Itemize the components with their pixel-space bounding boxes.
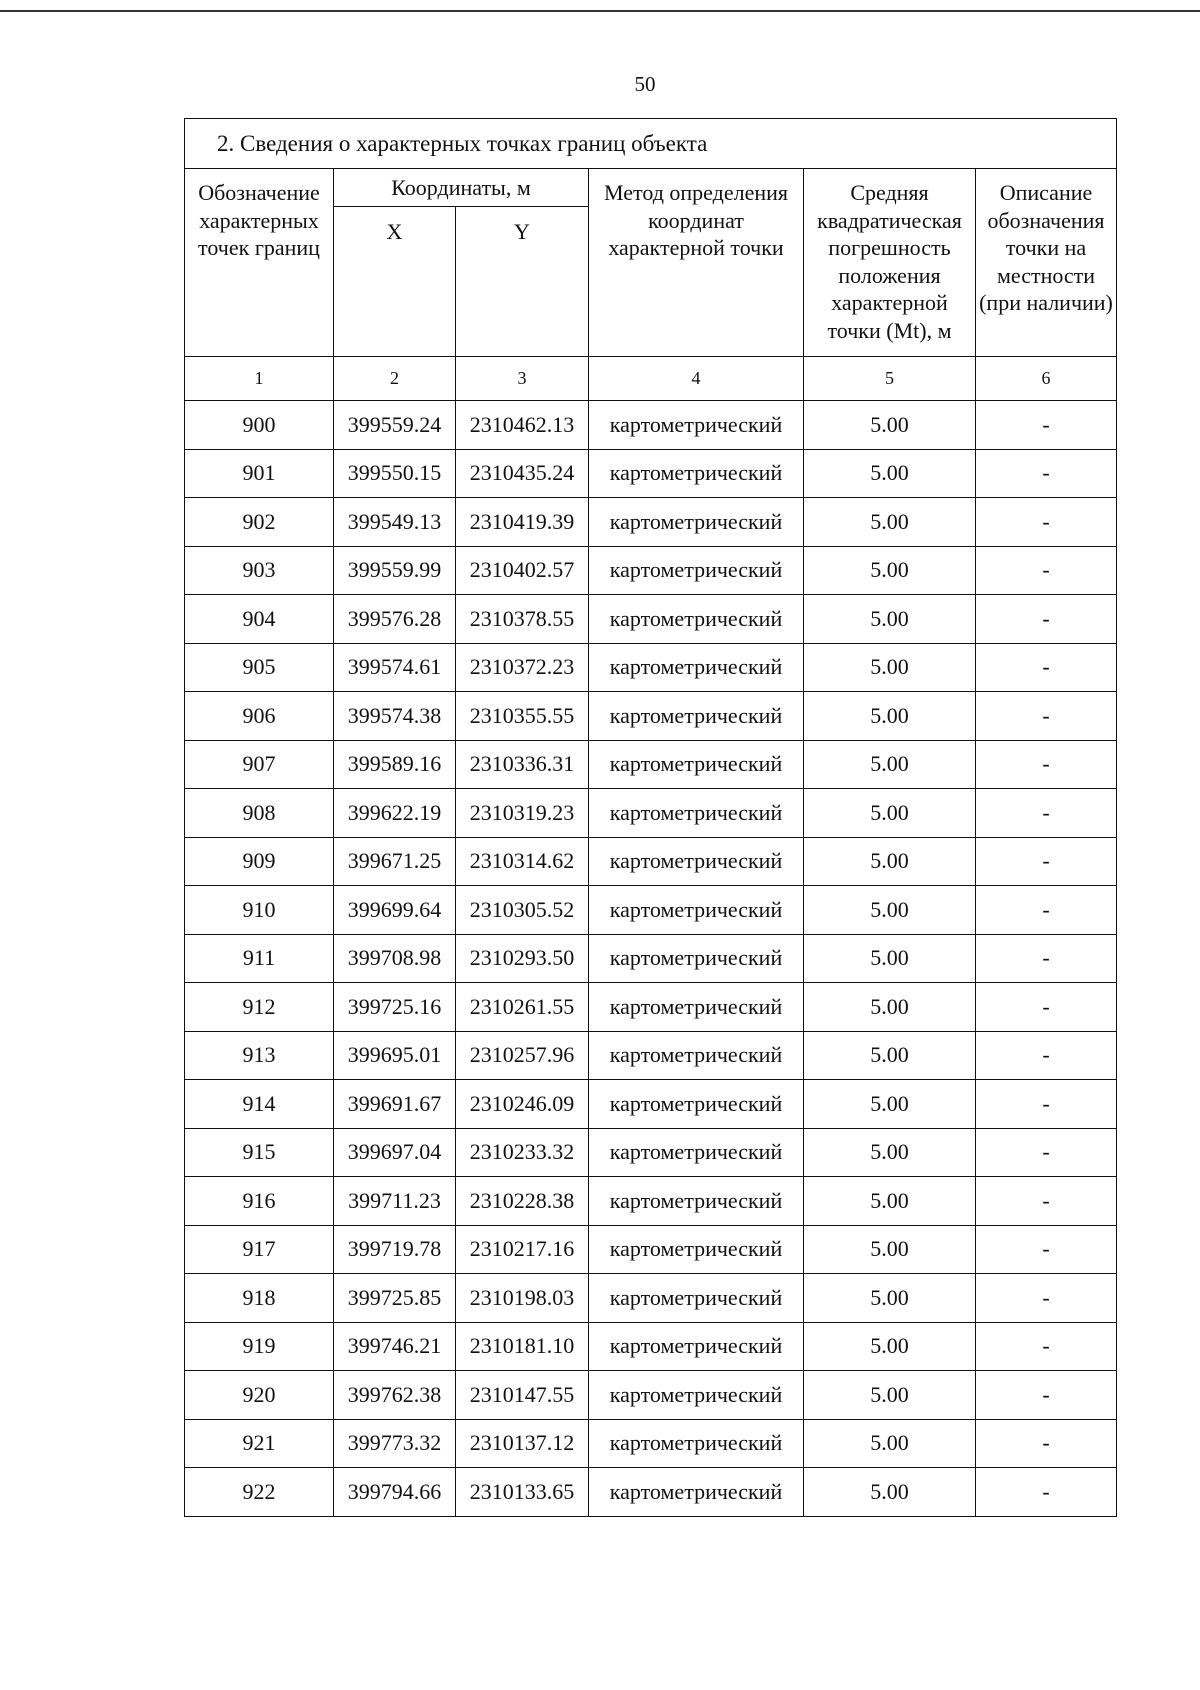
section-title: 2. Сведения о характерных точках границ объекта <box>185 119 1117 169</box>
cell-point: 911 <box>185 934 334 983</box>
cell-point: 915 <box>185 1128 334 1177</box>
cell-point: 901 <box>185 449 334 498</box>
cell-method: картометрический <box>589 595 804 644</box>
cell-x: 399695.01 <box>334 1031 456 1080</box>
cell-description: - <box>976 1128 1117 1177</box>
header-description: Описание обозначения точки на местности (при наличии) <box>976 169 1117 357</box>
cell-method: картометрический <box>589 789 804 838</box>
table-row <box>185 1371 1117 1420</box>
cell-method: картометрический <box>589 1322 804 1371</box>
table-row <box>185 595 1117 644</box>
cell-method: картометрический <box>589 1031 804 1080</box>
cell-y: 2310314.62 <box>456 837 589 886</box>
cell-description: - <box>976 1225 1117 1274</box>
cell-method: картометрический <box>589 401 804 450</box>
cell-x: 399725.16 <box>334 983 456 1032</box>
cell-point: 920 <box>185 1371 334 1420</box>
cell-point: 907 <box>185 740 334 789</box>
cell-y: 2310462.13 <box>456 401 589 450</box>
cell-method: картометрический <box>589 546 804 595</box>
cell-y: 2310355.55 <box>456 692 589 741</box>
table-row <box>185 934 1117 983</box>
cell-x: 399671.25 <box>334 837 456 886</box>
cell-x: 399549.13 <box>334 498 456 547</box>
table-row <box>185 401 1117 450</box>
cell-point: 918 <box>185 1274 334 1323</box>
cell-description: - <box>976 498 1117 547</box>
table-row <box>185 1322 1117 1371</box>
table-row <box>185 740 1117 789</box>
cell-y: 2310372.23 <box>456 643 589 692</box>
cell-point: 905 <box>185 643 334 692</box>
table-row <box>185 886 1117 935</box>
header-designation: Обозначение характерных точек границ <box>185 169 334 357</box>
table-row <box>185 1128 1117 1177</box>
header-y: Y <box>456 207 589 357</box>
cell-x: 399746.21 <box>334 1322 456 1371</box>
cell-point: 902 <box>185 498 334 547</box>
cell-description: - <box>976 1322 1117 1371</box>
cell-x: 399794.66 <box>334 1468 456 1517</box>
cell-description: - <box>976 934 1117 983</box>
cell-method: картометрический <box>589 740 804 789</box>
cell-error: 5.00 <box>804 546 976 595</box>
cell-description: - <box>976 692 1117 741</box>
cell-y: 2310147.55 <box>456 1371 589 1420</box>
cell-y: 2310181.10 <box>456 1322 589 1371</box>
table-row <box>185 1468 1117 1517</box>
cell-error: 5.00 <box>804 789 976 838</box>
cell-description: - <box>976 546 1117 595</box>
cell-y: 2310305.52 <box>456 886 589 935</box>
cell-description: - <box>976 1371 1117 1420</box>
column-number: 5 <box>804 357 976 401</box>
table-body <box>185 401 1117 1517</box>
column-number: 3 <box>456 357 589 401</box>
cell-y: 2310217.16 <box>456 1225 589 1274</box>
cell-method: картометрический <box>589 1419 804 1468</box>
cell-x: 399773.32 <box>334 1419 456 1468</box>
cell-x: 399574.61 <box>334 643 456 692</box>
cell-x: 399559.24 <box>334 401 456 450</box>
cell-x: 399719.78 <box>334 1225 456 1274</box>
cell-point: 916 <box>185 1177 334 1226</box>
table-row <box>185 1031 1117 1080</box>
cell-point: 913 <box>185 1031 334 1080</box>
cell-y: 2310133.65 <box>456 1468 589 1517</box>
cell-error: 5.00 <box>804 983 976 1032</box>
cell-description: - <box>976 643 1117 692</box>
cell-error: 5.00 <box>804 1274 976 1323</box>
cell-method: картометрический <box>589 983 804 1032</box>
table-row <box>185 498 1117 547</box>
cell-error: 5.00 <box>804 692 976 741</box>
column-number: 6 <box>976 357 1117 401</box>
cell-point: 904 <box>185 595 334 644</box>
cell-y: 2310293.50 <box>456 934 589 983</box>
table-row <box>185 1080 1117 1129</box>
table-row <box>185 643 1117 692</box>
cell-description: - <box>976 886 1117 935</box>
cell-point: 914 <box>185 1080 334 1129</box>
cell-method: картометрический <box>589 498 804 547</box>
cell-method: картометрический <box>589 1468 804 1517</box>
table-row <box>185 1177 1117 1226</box>
cell-x: 399708.98 <box>334 934 456 983</box>
cell-error: 5.00 <box>804 595 976 644</box>
top-border-line <box>0 10 1200 12</box>
cell-y: 2310261.55 <box>456 983 589 1032</box>
cell-error: 5.00 <box>804 934 976 983</box>
cell-y: 2310233.32 <box>456 1128 589 1177</box>
cell-point: 906 <box>185 692 334 741</box>
cell-x: 399762.38 <box>334 1371 456 1420</box>
cell-point: 909 <box>185 837 334 886</box>
cell-description: - <box>976 789 1117 838</box>
cell-error: 5.00 <box>804 837 976 886</box>
cell-y: 2310257.96 <box>456 1031 589 1080</box>
cell-y: 2310402.57 <box>456 546 589 595</box>
cell-y: 2310319.23 <box>456 789 589 838</box>
cell-error: 5.00 <box>804 401 976 450</box>
cell-method: картометрический <box>589 1177 804 1226</box>
cell-point: 912 <box>185 983 334 1032</box>
cell-point: 922 <box>185 1468 334 1517</box>
cell-error: 5.00 <box>804 1225 976 1274</box>
cell-error: 5.00 <box>804 1128 976 1177</box>
cell-x: 399574.38 <box>334 692 456 741</box>
cell-description: - <box>976 740 1117 789</box>
cell-method: картометрический <box>589 1371 804 1420</box>
cell-y: 2310336.31 <box>456 740 589 789</box>
cell-error: 5.00 <box>804 1322 976 1371</box>
cell-y: 2310246.09 <box>456 1080 589 1129</box>
cell-x: 399725.85 <box>334 1274 456 1323</box>
cell-error: 5.00 <box>804 643 976 692</box>
table-row <box>185 837 1117 886</box>
table-row <box>185 692 1117 741</box>
cell-method: картометрический <box>589 934 804 983</box>
cell-error: 5.00 <box>804 1468 976 1517</box>
table-row <box>185 789 1117 838</box>
table-row <box>185 1274 1117 1323</box>
cell-x: 399559.99 <box>334 546 456 595</box>
cell-point: 917 <box>185 1225 334 1274</box>
cell-description: - <box>976 1177 1117 1226</box>
column-number: 4 <box>589 357 804 401</box>
header-coordinates: Координаты, м <box>334 169 589 207</box>
cell-description: - <box>976 595 1117 644</box>
cell-error: 5.00 <box>804 449 976 498</box>
cell-point: 910 <box>185 886 334 935</box>
cell-method: картометрический <box>589 837 804 886</box>
cell-description: - <box>976 1274 1117 1323</box>
cell-method: картометрический <box>589 1080 804 1129</box>
table-row <box>185 1225 1117 1274</box>
cell-description: - <box>976 1031 1117 1080</box>
cell-x: 399576.28 <box>334 595 456 644</box>
cell-method: картометрический <box>589 449 804 498</box>
column-number: 2 <box>334 357 456 401</box>
cell-description: - <box>976 983 1117 1032</box>
cell-y: 2310198.03 <box>456 1274 589 1323</box>
cell-method: картометрический <box>589 886 804 935</box>
cell-method: картометрический <box>589 643 804 692</box>
cell-y: 2310137.12 <box>456 1419 589 1468</box>
column-number-row <box>185 357 1117 401</box>
table-row <box>185 1419 1117 1468</box>
table-row <box>185 449 1117 498</box>
cell-x: 399589.16 <box>334 740 456 789</box>
cell-error: 5.00 <box>804 886 976 935</box>
cell-method: картометрический <box>589 1225 804 1274</box>
cell-point: 919 <box>185 1322 334 1371</box>
cell-error: 5.00 <box>804 498 976 547</box>
cell-point: 908 <box>185 789 334 838</box>
cell-point: 900 <box>185 401 334 450</box>
cell-y: 2310419.39 <box>456 498 589 547</box>
cell-method: картометрический <box>589 1274 804 1323</box>
cell-x: 399691.67 <box>334 1080 456 1129</box>
cell-method: картометрический <box>589 1128 804 1177</box>
cell-y: 2310378.55 <box>456 595 589 644</box>
header-x: X <box>334 207 456 357</box>
cell-error: 5.00 <box>804 1080 976 1129</box>
table-row <box>185 983 1117 1032</box>
cell-x: 399711.23 <box>334 1177 456 1226</box>
cell-x: 399622.19 <box>334 789 456 838</box>
cell-y: 2310228.38 <box>456 1177 589 1226</box>
cell-error: 5.00 <box>804 1419 976 1468</box>
cell-x: 399699.64 <box>334 886 456 935</box>
cell-point: 921 <box>185 1419 334 1468</box>
table-row <box>185 546 1117 595</box>
boundary-points-table <box>184 118 1117 1517</box>
cell-description: - <box>976 837 1117 886</box>
cell-description: - <box>976 1080 1117 1129</box>
page-number: 50 <box>634 72 656 96</box>
cell-error: 5.00 <box>804 1031 976 1080</box>
cell-x: 399697.04 <box>334 1128 456 1177</box>
cell-x: 399550.15 <box>334 449 456 498</box>
cell-error: 5.00 <box>804 740 976 789</box>
header-method: Метод определения координат характерной точки <box>589 169 804 357</box>
cell-description: - <box>976 449 1117 498</box>
cell-point: 903 <box>185 546 334 595</box>
header-error: Средняя квадратическая погрешность положения характерной точки (Mt), м <box>804 169 976 357</box>
cell-description: - <box>976 1468 1117 1517</box>
cell-error: 5.00 <box>804 1177 976 1226</box>
cell-error: 5.00 <box>804 1371 976 1420</box>
cell-method: картометрический <box>589 692 804 741</box>
cell-y: 2310435.24 <box>456 449 589 498</box>
cell-description: - <box>976 401 1117 450</box>
cell-description: - <box>976 1419 1117 1468</box>
column-number: 1 <box>185 357 334 401</box>
